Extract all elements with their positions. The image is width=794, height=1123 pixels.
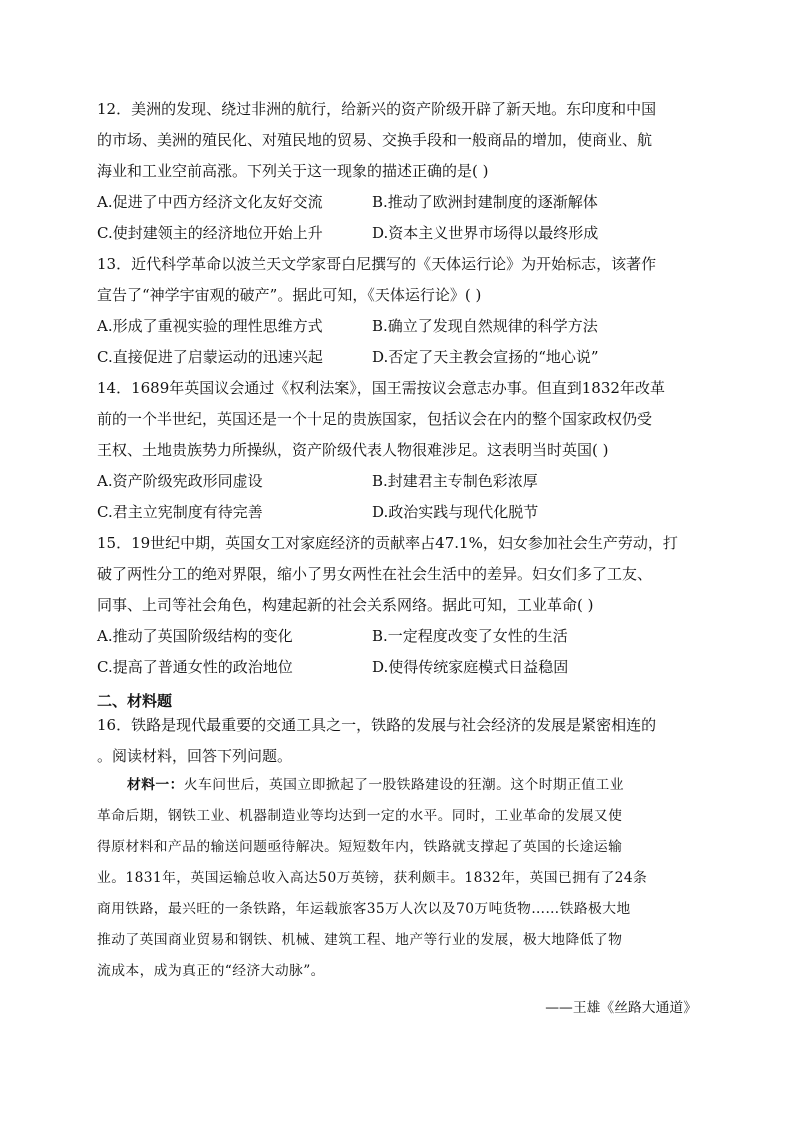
question-text-line: 16．铁路是现代最重要的交通工具之一，铁路的发展与社会经济的发展是紧密相连的 (97, 716, 657, 734)
question-14 (97, 373, 697, 466)
question-text-line: 宣告了“神学宇宙观的破产”。据此可知，《天体运行论》( ) (97, 286, 482, 304)
question-14-options (97, 466, 697, 528)
question-text-line: 13．近代科学革命以波兰天文学家哥白尼撰写的《天体运行论》为开始标志，该著作 (97, 255, 657, 273)
option-d: D.使得传统家庭模式日益稳固 (372, 658, 569, 676)
material-source: ——王雄《丝路大通道》 (545, 1000, 697, 1016)
material-label: 材料一： (127, 777, 184, 793)
material-line: 革命后期，钢铁工业、机器制造业等均达到一定的水平。同时，工业革命的发展又使 (97, 808, 623, 824)
question-12 (97, 94, 697, 187)
option-c: C.直接促进了启蒙运动的迅速兴起 (97, 348, 323, 366)
option-b: B.确立了发现自然规律的科学方法 (372, 317, 598, 335)
option-c: C.使封建领主的经济地位开始上升 (97, 224, 323, 242)
question-12-options (97, 187, 697, 249)
option-b: B.封建君主专制色彩浓厚 (372, 472, 538, 490)
material-passage (97, 770, 697, 987)
material-line: 推动了英国商业贸易和钢铁、机械、建筑工程、地产等行业的发展，极大地降低了物 (97, 932, 623, 948)
question-text-line: 的市场、美洲的殖民化、对殖民地的贸易、交换手段和一般商品的增加，使商业、航 (97, 131, 653, 149)
option-c: C.君主立宪制度有待完善 (97, 503, 263, 521)
question-15-options (97, 621, 697, 683)
option-d: D.政治实践与现代化脱节 (372, 503, 539, 521)
material-line: 业。1831年，英国运输总收入高达50万英镑，获利颇丰。1832年，英国已拥有了24条 (97, 870, 648, 886)
option-b: B.一定程度改变了女性的生活 (372, 627, 568, 645)
question-text-line: 。阅读材料，回答下列问题。 (97, 747, 293, 765)
option-b: B.推动了欧洲封建制度的逐渐解体 (372, 193, 598, 211)
material-line: 流成本，成为真正的“经济大动脉”。 (97, 963, 325, 979)
material-line: 商用铁路，最兴旺的一条铁路，年运载旅客35万人次以及70万吨货物……铁路极大地 (97, 901, 631, 917)
option-a: A.形成了重视实验的理性思维方式 (97, 317, 323, 335)
option-c: C.提高了普通女性的政治地位 (97, 658, 293, 676)
question-text-line: 同事、上司等社会角色，构建起新的社会关系网络。据此可知，工业革命( ) (97, 596, 594, 614)
option-a: A.资产阶级宪政形同虚设 (97, 472, 263, 490)
option-a: A.推动了英国阶级结构的变化 (97, 627, 293, 645)
question-text-line: 海业和工业空前高涨。下列关于这一现象的描述正确的是( ) (97, 162, 489, 180)
section-heading: 二、材料题 (97, 692, 173, 710)
question-text-line: 破了两性分工的绝对界限，缩小了男女两性在社会生活中的差异。妇女们多了工友、 (97, 565, 653, 583)
option-d: D.资本主义世界市场得以最终形成 (372, 224, 599, 242)
material-line: 得原材料和产品的输送问题亟待解决。短短数年内，铁路就支撑起了英国的长途运输 (97, 839, 623, 855)
question-13 (97, 249, 697, 311)
material-text: 火车问世后，英国立即掀起了一股铁路建设的狂潮。这个时期正值工业 (183, 777, 624, 793)
question-16 (97, 710, 697, 772)
material-line (97, 770, 697, 801)
question-text-line: 王权、土地贵族势力所操纵，资产阶级代表人物很难涉足。这表明当时英国( ) (97, 441, 609, 459)
question-text-line: 15．19世纪中期，英国女工对家庭经济的贡献率占47.1%，妇女参加社会生产劳动，打 (97, 534, 678, 552)
question-13-options (97, 311, 697, 373)
question-15 (97, 528, 697, 621)
question-text-line: 14．1689年英国议会通过《权利法案》，国王需按议会意志办事。但直到1832年改革 (97, 379, 665, 397)
option-a: A.促进了中西方经济文化友好交流 (97, 193, 323, 211)
question-text-line: 12．美洲的发现、绕过非洲的航行，给新兴的资产阶级开辟了新天地。东印度和中国 (97, 100, 657, 118)
question-text-line: 前的一个半世纪，英国还是一个十足的贵族国家，包括议会在内的整个国家政权仍受 (97, 410, 653, 428)
option-d: D.否定了天主教会宣扬的“地心说” (372, 348, 599, 366)
